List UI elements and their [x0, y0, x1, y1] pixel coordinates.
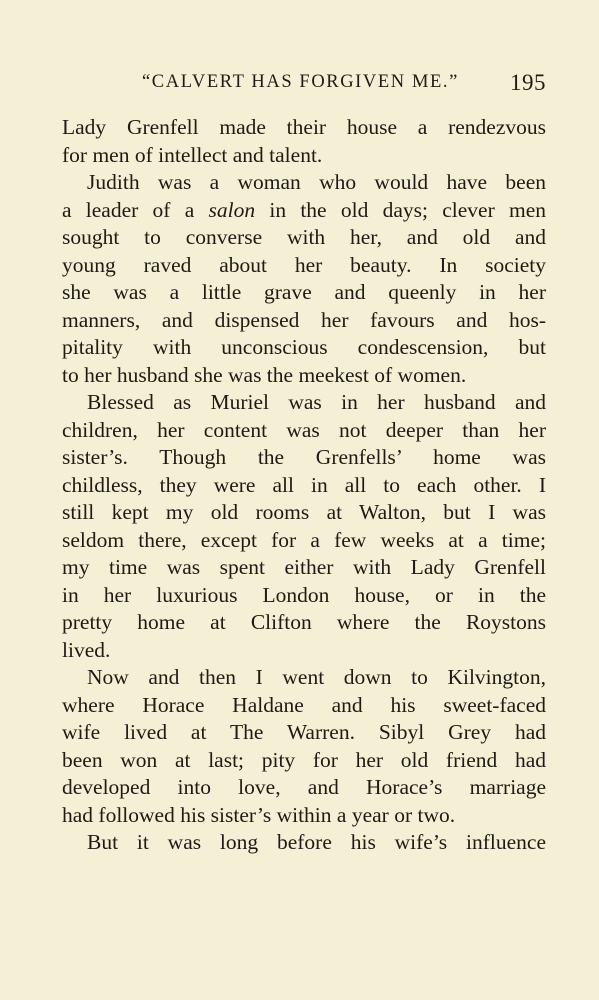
italic-word: salon: [208, 197, 256, 222]
text-line: sister’s. Though the Grenfells’ home was: [62, 445, 546, 469]
text-line: she was a little grave and queenly in her: [62, 280, 546, 304]
text-line: childless, they were all in all to each other. I: [62, 472, 546, 497]
text-line: seldom there, except for a few weeks at a time;: [62, 527, 546, 552]
text-line: Now and then I went down to Kilvington,: [87, 665, 546, 689]
text-segment: a leader of a: [62, 197, 209, 222]
page-number: 195: [510, 70, 546, 95]
text-line: lived.: [62, 637, 111, 662]
text-line: where Horace Haldane and his sweet-faced: [62, 692, 546, 717]
text-line: pretty home at Clifton where the Roystons: [62, 610, 546, 634]
text-line: [62, 197, 546, 225]
text-line: Lady Grenfell made their house a rendezvous: [62, 115, 546, 139]
body-text: [62, 114, 546, 857]
text-line: young raved about her beauty. In society: [62, 252, 546, 277]
text-line: developed into love, and Horace’s marriage: [62, 775, 546, 799]
text-line: sought to converse with her, and old and: [62, 225, 546, 249]
text-line: But it was long before his wife’s influence: [87, 830, 546, 854]
text-line: had followed his sister’s within a year or two.: [62, 802, 456, 827]
text-line: still kept my old rooms at Walton, but I was: [62, 500, 546, 524]
text-line: manners, and dispensed her favours and hos-: [62, 307, 546, 332]
text-line: wife lived at The Warren. Sibyl Grey had: [62, 720, 546, 744]
text-line: for men of intellect and talent.: [62, 142, 323, 167]
running-header: [62, 70, 546, 100]
text-line: to her husband she was the meekest of women.: [62, 362, 467, 387]
text-line: Blessed as Muriel was in her husband and: [87, 390, 546, 414]
text-line: been won at last; pity for her old friend had: [62, 747, 546, 772]
text-line: in her luxurious London house, or in the: [62, 582, 546, 607]
text-line: children, her content was not deeper than her: [62, 417, 546, 442]
text-segment: in the old days; clever men: [255, 197, 546, 222]
text-line: Judith was a woman who would have been: [87, 170, 546, 194]
running-title: “CALVERT HAS FORGIVEN ME.”: [142, 72, 459, 92]
text-line: pitality with unconscious condescension, but: [62, 335, 546, 359]
text-line: my time was spent either with Lady Grenfell: [62, 555, 546, 579]
